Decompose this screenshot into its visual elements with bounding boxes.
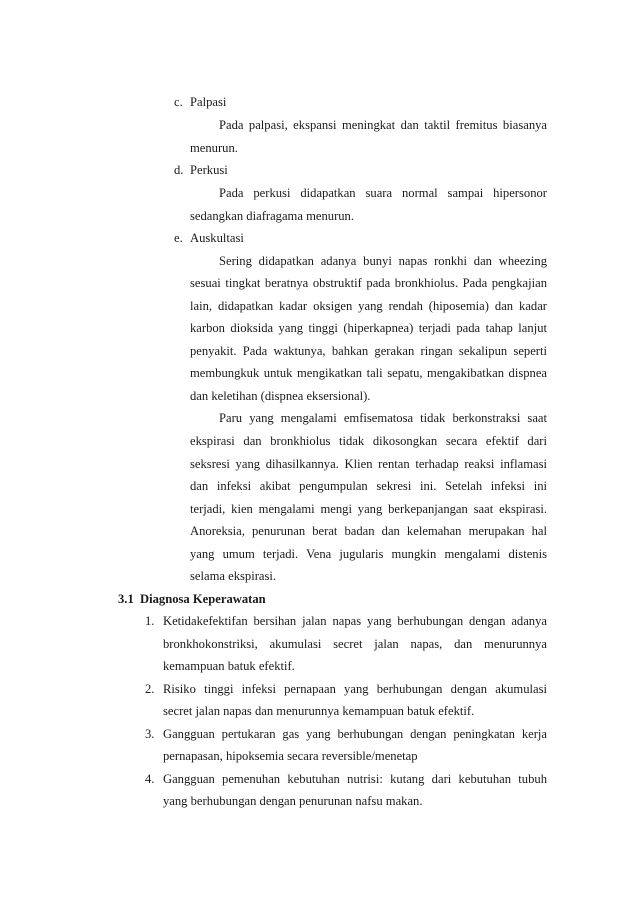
section-d-line: Pada perkusi didapatkan suara normal sampai hipersonor (219, 186, 547, 200)
paragraph-line: seksresi yang dihasilkannya. Klien rentan terhadap reaksi inflamasi (190, 457, 547, 471)
section-c-line: menurun. (190, 141, 238, 155)
paragraph-line: dan infeksi akibat pengumpulan sekresi ini. Setelah infeksi ini (190, 479, 547, 493)
paragraph-line: karbon dioksida yang tinggi (hiperkapnea) terjadi pada tahap lanjut (190, 321, 547, 335)
paragraph-line: selama ekspirasi. (190, 569, 277, 583)
paragraph-line: Sering didapatkan adanya bunyi napas ronkhi dan wheezing (219, 254, 547, 268)
section-e-title: Auskultasi (190, 231, 244, 245)
list-item-line: Risiko tinggi infeksi pernapaan yang berhubungan dengan akumulasi (163, 682, 547, 696)
list-item-line: Gangguan pertukaran gas yang berhubungan dengan peningkatan kerja (163, 727, 547, 741)
list-item-line: kemampuan batuk efektif. (163, 659, 295, 673)
paragraph-line: Anoreksia, penurunan berat badan dan kelemahan merupakan hal (190, 524, 547, 538)
paragraph-line: dan keletihan (dispnea eksersional). (190, 389, 371, 403)
paragraph-line: membungkuk untuk mengikatkan tali sepatu, mengakibatkan dispnea (190, 366, 547, 380)
section-c-marker: c. (174, 95, 183, 109)
paragraph-line: lain, didapatkan kadar oksigen yang rendah (hiposemia) dan kadar (190, 299, 547, 313)
paragraph-line: ekspirasi dan bronkhiolus tidak dikosongkan secara efektif dari (190, 434, 547, 448)
list-item-marker: 3. (145, 727, 155, 741)
list-item-marker: 1. (145, 614, 155, 628)
list-item-line: yang berhubungan dengan penurunan nafsu makan. (163, 794, 423, 808)
paragraph-line: yang umum terjadi. Vena jugularis mungkin mengalami distenis (190, 547, 547, 561)
list-item-marker: 4. (145, 772, 155, 786)
list-item-line: pernapasan, hipoksemia secara reversible/menetap (163, 749, 418, 763)
paragraph-line: sesuai tingkat beratnya obstruktif pada bronkhiolus. Pada pengkajian (190, 276, 547, 290)
section-d-line: sedangkan diafragama menurun. (190, 209, 355, 223)
list-item-line: secret jalan napas dan menurunnya kemampuan batuk efektif. (163, 704, 475, 718)
paragraph-line: terjadi, kien mengalami mengi yang berkepanjangan saat ekspirasi. (190, 502, 547, 516)
section-d-marker: d. (174, 163, 184, 177)
section-heading: 3.1 Diagnosa Keperawatan (118, 592, 266, 606)
section-d-title: Perkusi (190, 163, 228, 177)
list-item-line: Gangguan pemenuhan kebutuhan nutrisi: kutang dari kebutuhan tubuh (163, 772, 547, 786)
section-c-line: Pada palpasi, ekspansi meningkat dan taktil fremitus biasanya (219, 118, 547, 132)
section-e-marker: e. (174, 231, 183, 245)
list-item-line: bronkhokonstriksi, akumulasi secret jalan napas, dan menurunnya (163, 637, 547, 651)
list-item-line: Ketidakefektifan bersihan jalan napas yang berhubungan dengan adanya (163, 614, 547, 628)
paragraph-line: Paru yang mengalami emfisematosa tidak berkonstraksi saat (219, 411, 547, 425)
paragraph-line: penyakit. Pada waktunya, bahkan gerakan ringan sekalipun seperti (190, 344, 547, 358)
section-c-title: Palpasi (190, 95, 227, 109)
list-item-marker: 2. (145, 682, 155, 696)
